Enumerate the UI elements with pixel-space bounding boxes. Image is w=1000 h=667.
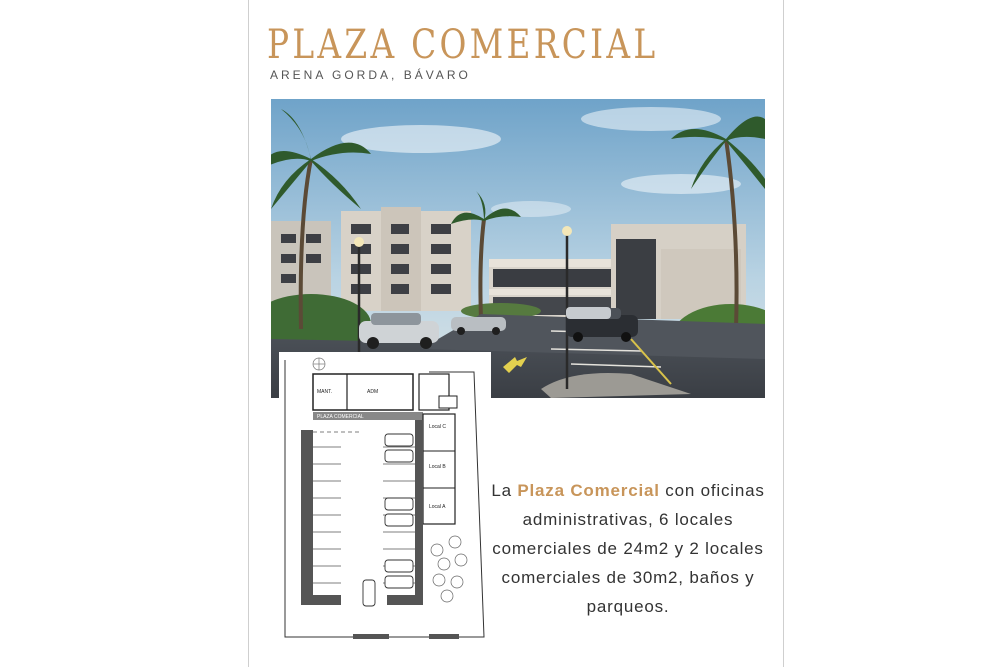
plan-label-local-c: Local C xyxy=(429,424,446,430)
plan-label-adm: ADM xyxy=(367,389,379,395)
description-prefix: La xyxy=(491,481,512,500)
project-description xyxy=(489,476,767,621)
floor-plan xyxy=(279,352,491,644)
plan-label-local-a: Local A xyxy=(429,504,446,510)
plan-label-plaza: PLAZA COMERCIAL xyxy=(317,414,364,420)
plan-label-mant: MANT. xyxy=(317,389,332,395)
brochure-page xyxy=(248,0,784,667)
plan-label-local-b: Local B xyxy=(429,464,446,470)
location-subtitle: ARENA GORDA, BÁVARO xyxy=(270,68,471,82)
description-highlight: Plaza Comercial xyxy=(517,481,660,500)
description-body: con oficinas administrativas, 6 locales comerciales de 24m2 y 2 locales comerciales de 30m2, baños y parqueos. xyxy=(492,481,765,616)
page-title: PLAZA COMERCIAL xyxy=(267,22,659,68)
